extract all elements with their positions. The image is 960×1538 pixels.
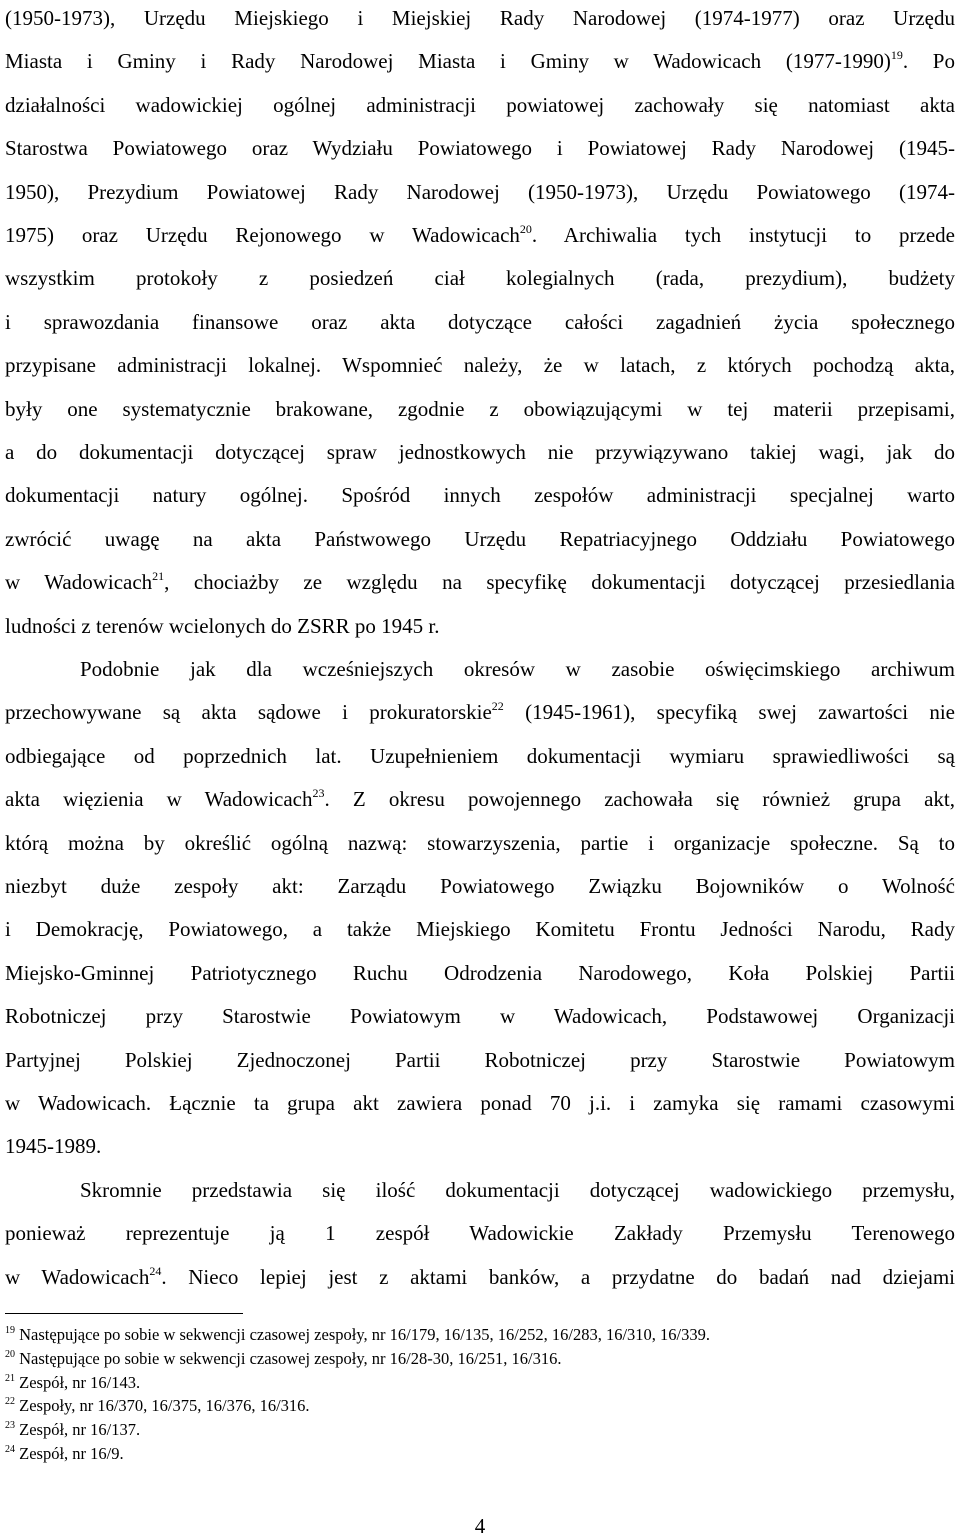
page-number: 4 xyxy=(474,1514,486,1538)
footnote-ref: 24 xyxy=(149,1263,162,1278)
text-line: a do dokumentacji dotyczącej spraw jednostkowych nie przywiązywano takiej wagi, jak do xyxy=(5,440,955,464)
text-line: Podobnie jak dla wcześniejszych okresów w zasobie oświęcimskiego archiwum xyxy=(80,657,955,681)
text-line: odbiegające od poprzednich lat. Uzupełnieniem dokumentacji wymiaru sprawiedliwości są xyxy=(5,743,955,768)
text-line: i Demokrację, Powiatowego, a także Miejskiego Komitetu Frontu Jedności Narodu, Rady xyxy=(5,917,955,942)
text-line: i sprawozdania finansowe oraz akta dotyczące całości zagadnień życia społecznego xyxy=(5,309,955,334)
footnote-ref: 21 xyxy=(152,569,165,584)
footnote-ref: 20 xyxy=(519,222,532,236)
footnote-separator xyxy=(5,1313,243,1314)
text-line: 1950), Prezydium Powiatowej Rady Narodowej (1950-1973), Urzędu Powiatowego (1974- xyxy=(5,179,955,204)
text-line: niezbyt duże zespoły akt: Zarządu Powiatowego Związku Bojowników o Wolność xyxy=(5,874,955,898)
text-line: przechowywane są akta sądowe i prokuratorskie$^{22}$ (1945-1961), specyfiką swej zawartości nie xyxy=(5,699,955,725)
text-line: działalności wadowickiej ogólnej administracji powiatowej zachowały się natomiast akta xyxy=(5,92,955,117)
text-line: którą można by określić ogólną nazwą: stowarzyszenia, partie i organizacje społeczne. Są to xyxy=(5,830,955,855)
text-line: przypisane administracji lokalnej. Wspomnieć należy, że w latach, z których pochodzą akta, xyxy=(5,353,955,378)
text-line: w Wadowicach. Łącznie ta grupa akt zawiera ponad 70 j.i. i zamyka się ramami czasowymi xyxy=(5,1091,955,1115)
text-line: Starostwa Powiatowego oraz Wydziału Powiatowego i Powiatowej Rady Narodowej (1945- xyxy=(5,136,955,161)
text-line: Miejsko-Gminnej Patriotycznego Ruchu Odrodzenia Narodowego, Koła Polskiej Partii xyxy=(5,960,955,985)
footnote-ref: 22 xyxy=(491,699,504,714)
text-line: ludności z terenów wcielonych do ZSRR po 1945 r. xyxy=(5,613,440,638)
text-line: były one systematycznie brakowane, zgodnie z obowiązującymi w tej materii przepisami, xyxy=(5,396,955,421)
text-line: 1945-1989. xyxy=(5,1134,102,1159)
text-line: wszystkim protokoły z posiedzeń ciał kolegialnych (rada, prezydium), budżety xyxy=(5,266,955,291)
text-line: akta więzienia w Wadowicach$^{23}$. Z okresu powojennego zachowała się również grupa akt, xyxy=(5,786,955,812)
text-line: dokumentacji natury ogólnej. Spośród innych zespołów administracji specjalnej warto xyxy=(5,483,955,508)
footnote-19: $^{19}$ Następujące po sobie w sekwencji czasowej zespoły, nr 16/179, 16/135, 16/252, 16/283, 16/310, 16/339. xyxy=(5,1325,711,1344)
footnote-ref: 19 xyxy=(890,48,903,63)
text-line: zwrócić uwagę na akta Państwowego Urzędu Repatriacyjnego Oddziału Powiatowego xyxy=(5,526,955,551)
text-line: Miasta i Gminy i Rady Narodowej Miasta i Gminy w Wadowicach (1977-1990)$^{19}$. Po xyxy=(5,48,955,74)
footnote-24: $^{24}$ Zespół, nr 16/9. xyxy=(5,1444,124,1463)
text-line: Partyjnej Polskiej Zjednoczonej Partii Robotniczej przy Starostwie Powiatowym xyxy=(5,1047,955,1072)
text-line: ponieważ reprezentuje ją 1 zespół Wadowickie Zakłady Przemysłu Terenowego xyxy=(5,1221,955,1246)
text-line: w Wadowicach$^{21}$, chociażby ze względu na specyfikę dokumentacji dotyczącej przesiedlania xyxy=(5,569,955,595)
footnote-ref: 23 xyxy=(312,786,325,801)
text-line: Skromnie przedstawia się ilość dokumentacji dotyczącej wadowickiego przemysłu, xyxy=(80,1177,955,1202)
text-line: (1950-1973), Urzędu Miejskiego i Miejskiej Rady Narodowej (1974-1977) oraz Urzędu xyxy=(5,6,955,30)
text-line: 1975) oraz Urzędu Rejonowego w Wadowicach$^{20}$. Archiwalia tych instytucji to przede xyxy=(5,222,955,247)
footnote-23: $^{23}$ Zespół, nr 16/137. xyxy=(5,1420,141,1440)
text-line: w Wadowicach$^{24}$. Nieco lepiej jest z aktami banków, a przydatne do badań nad dziejami xyxy=(5,1263,955,1289)
footnote-22: $^{22}$ Zespoły, nr 16/370, 16/375, 16/376, 16/316. xyxy=(5,1396,310,1416)
text-line: Robotniczej przy Starostwie Powiatowym w Wadowicach, Podstawowej Organizacji xyxy=(5,1004,955,1029)
footnote-20: $^{20}$ Następujące po sobie w sekwencji czasowej zespoły, nr 16/28-30, 16/251, 16/316. xyxy=(5,1348,562,1368)
footnote-21: $^{21}$ Zespół, nr 16/143. xyxy=(5,1372,141,1392)
